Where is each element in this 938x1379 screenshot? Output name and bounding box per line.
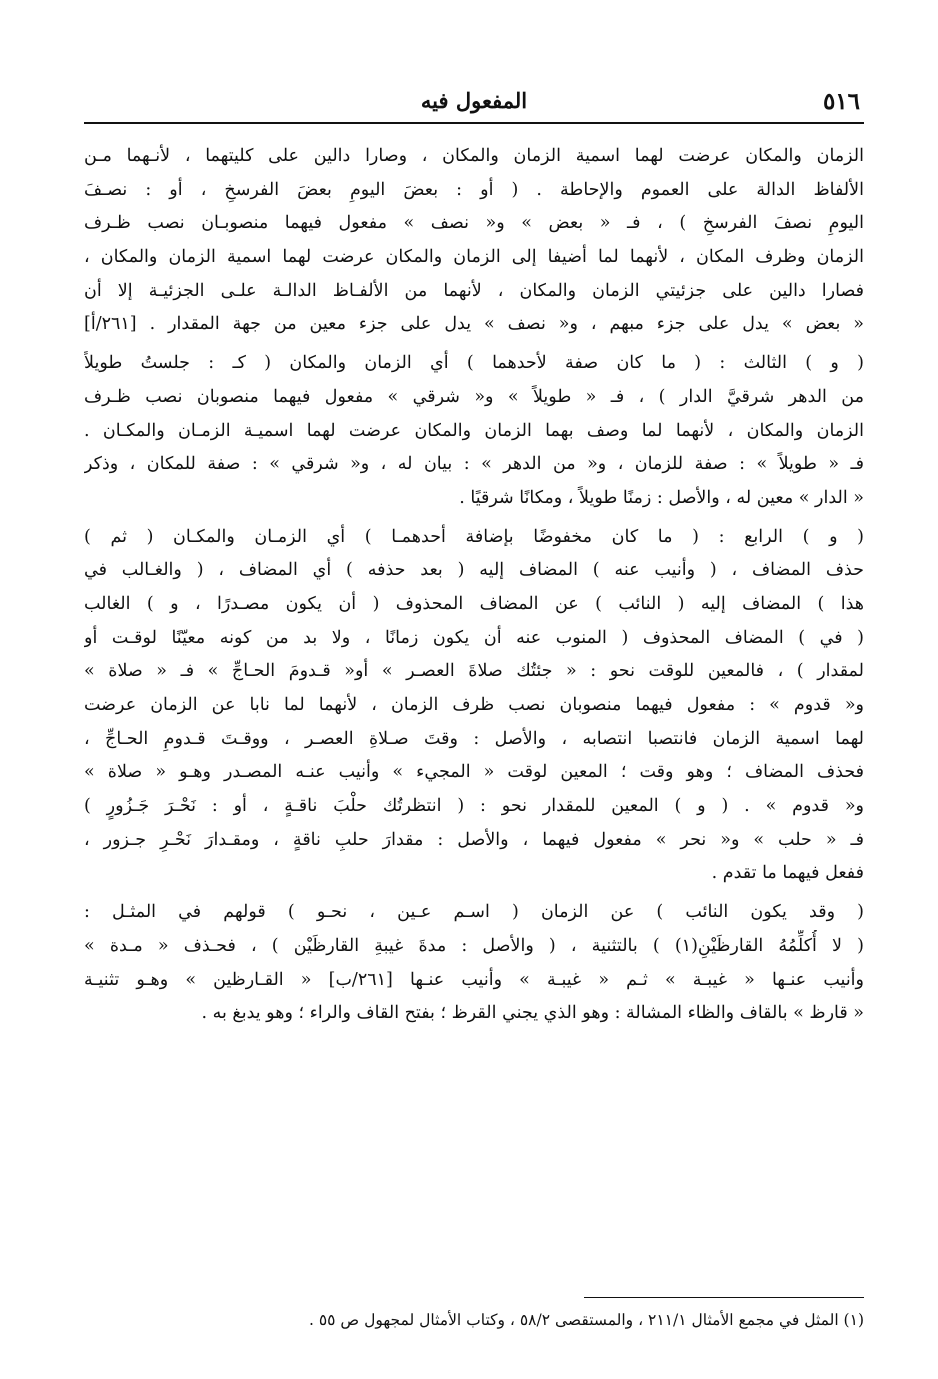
text-line: وأنيب عنـها « غيبـة » ثـم « غيبـة » وأنيب عنـها [٢٦١/ب] « القـارظين » وهـو تثنيـة xyxy=(84,969,864,990)
text-line: الزمان والمكان ، لأنهما لما وصف بهما الزمان والمكان عرضت لهما اسميـة الزمـان والمكـان . xyxy=(84,420,864,441)
text-line: الزمان والمكان عرضت لهما اسمية الزمان والمكان ، وصارا دالين على كليتهما ، لأنـهما مـن xyxy=(84,146,864,166)
text-line: فحذف المضاف ؛ وهو وقت ؛ المعين لوقت « المجيء » وأنيب عنـه المصـدر وهـو « صلاة » xyxy=(84,762,864,783)
page-number: ٥١٦ xyxy=(822,88,860,115)
text-line: حذف المضاف ، ( وأنيب عنه ) المضاف إليه ( بعد حذفه ) أي المضاف ، ( والغـالب في xyxy=(84,560,864,581)
text-line: الألفاظ الدالة على العموم والإحاطة . ( أو : بعضَ اليومِ بعضَ الفرسخِ ، أو : نصـفَ xyxy=(84,179,864,200)
text-line: اليومِ نصفَ الفرسخِ ) ، فـ « بعض » و« نصف » مفعول فيهما منصوبـان نصب ظـرف xyxy=(84,213,864,234)
text-line: « قارظ » بالقاف والظاء المشالة : وهو الذي يجني القرظ ؛ بفتح القاف والراء ؛ وهو يدبغ به . xyxy=(201,1003,864,1024)
running-title: المفعول فيه xyxy=(420,88,528,113)
text-line: فـ « طويلاً » : صفة للزمان ، و« من الدهر » : بيان له ، و« شرقي » : صفة للمكان ، وذكر xyxy=(84,454,864,475)
text-line: هذا ) المضاف إليه ( النائب ) عن المضاف المحذوف ( أن يكون مصـدرًا ، و ) الغالب xyxy=(84,593,864,614)
page-header xyxy=(84,88,864,124)
text-line: « الدار » معين له ، والأصل : زمنًا طويلاً ، ومكانًا شرقيًا . xyxy=(459,487,864,508)
text-line: ( وقد يكون النائب ) عن الزمان ( اسـم عـين ، نحـو ) قولهم في المثـل : xyxy=(84,902,864,923)
text-line: لهما اسمية الزمان فانتصبا انتصابه ، والأصل : وقتَ صـلاةِ العصـر ، ووقـتَ قـدومِ الحـاجِّ ، xyxy=(84,728,864,749)
text-line: من الدهر شرقيَّ الدار ) ، فـ « طويلاً » و« شرقي » مفعول فيهما منصوبان نصب ظـرف xyxy=(84,386,864,407)
main-text xyxy=(84,140,864,1031)
footnote-divider xyxy=(584,1297,864,1298)
text-line: الزمان وظرف المكان ، لأنهما لما أضيفا إلى الزمان والمكان عرضت لهما اسمية الزمان والمكان ، xyxy=(84,247,864,268)
text-line: فصارا دالين على جزئيتي الزمان والمكان ، لأنهما من الألفـاظ الدالـة علـى الجزئيـة إلا أن xyxy=(84,280,864,301)
book-page xyxy=(84,0,864,1379)
text-line: ( و ) الرابع : ( ما كان مخفوضًا بإضافة أحدهمـا ) أي الزمـان والمكـان ( ثم ) xyxy=(84,526,864,547)
text-line: « بعض » يدل على جزء مبهم ، و« نصف » يدل على جزء معين من جهة المقدار . [٢٦١/أ] xyxy=(84,314,864,335)
text-line: و« قدوم » : مفعول فيهما منصوبان نصب ظرف الزمان ، لأنهما لما نابا عن الزمان عرضت xyxy=(84,695,864,715)
text-line: ( و ) الثالث : ( ما كان صفة لأحدهما ) أي الزمان والمكان ( كـ : جلستُ طويلاً xyxy=(84,353,864,374)
text-line: ( في ) المضاف المحذوف ( المنوب عنه أن يكون زمانًا ، ولا بد من كونه معيّنًا لوقـت أو xyxy=(84,627,864,648)
text-line: فـ « حلب » و« نحر » مفعول فيهما ، والأصل : مقدارَ حلبِ ناقةٍ ، ومقـدارَ نَحْـرِ جـزور ، xyxy=(84,829,864,850)
footnote: (١) المثل في مجمع الأمثال ٢١١/١ ، والمستقصى ٥٨/٢ ، وكتاب الأمثال لمجهول ص ٥٥ . xyxy=(308,1311,864,1329)
text-line: ففعل فيهما ما تقدم . xyxy=(711,863,864,884)
text-line: لمقدار ) ، فالمعين للوقت نحو : « جئتُك صلاةَ العصـر » أو« قـدومَ الحـاجِّ » فـ « صلاة » xyxy=(84,661,864,682)
text-line: ( لا أُكلِّمُهُ القارظَيْنِ(١) ) بالتثنية ، ( والأصل : مدةَ غيبةِ القارظَيْن ) ، فحـذف « مـدة » xyxy=(84,935,864,956)
text-line: و« قدوم » . ( و ) المعين للمقدار نحو : ( انتظرتُك حلْبَ ناقـةٍ ، أو : نَحْـرَ جَـزُورٍ ) xyxy=(84,796,864,817)
